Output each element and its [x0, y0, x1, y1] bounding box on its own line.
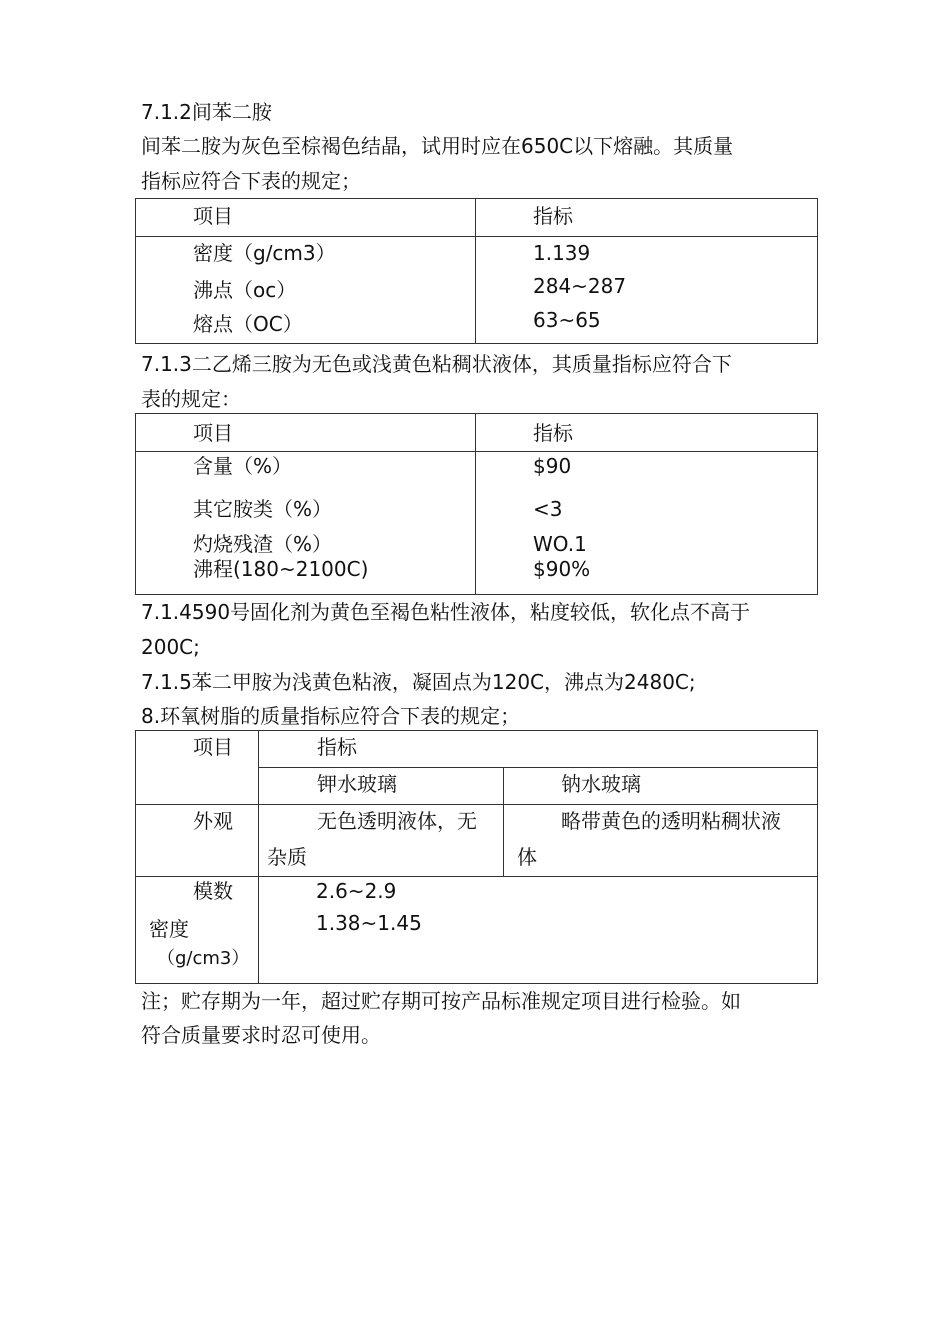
section-7-1-5-paragraph: 7.1.5苯二甲胺为浅黄色粘液，凝固点为120C，沸点为2480C;	[141, 670, 696, 694]
value-content: $90	[533, 454, 572, 478]
item-ignition-residue: 灼烧残渣（%）	[193, 532, 333, 556]
header-cell-index	[259, 731, 818, 768]
section-7-1-3-paragraph-line-2: 表的规定：	[141, 387, 241, 411]
header-sodium-glass-label: 钠水玻璃	[561, 772, 641, 796]
values-cell	[476, 452, 818, 595]
item-density: 密度（g/cm3）	[193, 241, 336, 265]
item-content: 含量（%）	[193, 454, 293, 478]
header-cell-index	[476, 199, 818, 237]
value-ignition-residue: WO.1	[533, 532, 587, 556]
modulus-label: 模数	[193, 879, 233, 903]
item-melting-point: 熔点（OC）	[193, 312, 303, 336]
item-boiling-range: 沸程(180~2100C)	[193, 557, 369, 581]
header-cell-sodium-glass	[504, 768, 818, 805]
header-item-label: 项目	[193, 735, 233, 759]
item-other-amines: 其它胺类（%）	[193, 497, 333, 521]
items-cell	[136, 237, 476, 344]
value-melting-point: 63~65	[533, 308, 601, 332]
modulus-density-values-cell	[259, 877, 818, 984]
header-item-label: 项目	[193, 421, 233, 445]
density-label-line-2: （g/cm3）	[157, 948, 250, 969]
header-item-label: 项目	[193, 204, 233, 228]
value-density: 1.139	[533, 241, 591, 265]
value-boiling-range: $90%	[533, 557, 591, 581]
value-boiling-point: 284~287	[533, 274, 627, 298]
section-7-1-3-paragraph-line-1: 7.1.3二乙烯三胺为无色或浅黄色粘稠状液体，其质量指标应符合下	[141, 352, 732, 376]
value-other-amines: <3	[533, 497, 563, 521]
appearance-sodium-line-1: 略带黄色的透明粘稠状液	[561, 809, 781, 833]
note-line-2: 符合质量要求时忍可使用。	[141, 1023, 381, 1047]
appearance-label: 外观	[193, 809, 233, 833]
modulus-value: 2.6~2.9	[316, 879, 397, 903]
header-cell-item	[136, 414, 476, 452]
section-7-1-2-paragraph-line-1: 间苯二胺为灰色至棕褐色结晶，试用时应在650C以下熔融。其质量	[141, 134, 734, 158]
header-index-label: 指标	[533, 421, 573, 445]
section-7-1-4-paragraph-line-1: 7.1.4590号固化剂为黄色至褐色粘性液体，粘度较低，软化点不高于	[141, 600, 751, 624]
item-boiling-point: 沸点（oc）	[193, 278, 297, 302]
modulus-density-label-cell	[136, 877, 259, 984]
header-potassium-glass-label: 钾水玻璃	[317, 772, 397, 796]
appearance-sodium-line-2: 体	[517, 845, 537, 869]
header-index-label: 指标	[533, 204, 573, 228]
table-m-phenylenediamine	[135, 198, 818, 344]
table-epoxy-resin	[135, 730, 818, 984]
section-7-1-2-paragraph-line-2: 指标应符合下表的规定；	[141, 169, 361, 193]
values-cell	[476, 237, 818, 344]
appearance-potassium-line-1: 无色透明液体，无	[317, 809, 477, 833]
header-cell-potassium-glass	[259, 768, 504, 805]
header-cell-item	[136, 199, 476, 237]
table-diethylenetriamine	[135, 413, 818, 595]
appearance-sodium-cell	[504, 805, 818, 877]
section-7-1-2-heading: 7.1.2间苯二胺	[141, 100, 272, 124]
note-line-1: 注；贮存期为一年，超过贮存期可按产品标准规定项目进行检验。如	[141, 989, 741, 1013]
appearance-potassium-cell	[259, 805, 504, 877]
appearance-potassium-line-2: 杂质	[267, 845, 307, 869]
appearance-label-cell	[136, 805, 259, 877]
density-label-line-1: 密度	[149, 917, 189, 941]
section-8-heading: 8.环氧树脂的质量指标应符合下表的规定；	[141, 704, 521, 728]
header-index-label: 指标	[317, 735, 357, 759]
header-cell-index	[476, 414, 818, 452]
header-cell-item	[136, 731, 259, 805]
items-cell	[136, 452, 476, 595]
density-value: 1.38~1.45	[316, 911, 422, 935]
section-7-1-4-paragraph-line-2: 200C;	[141, 635, 200, 659]
